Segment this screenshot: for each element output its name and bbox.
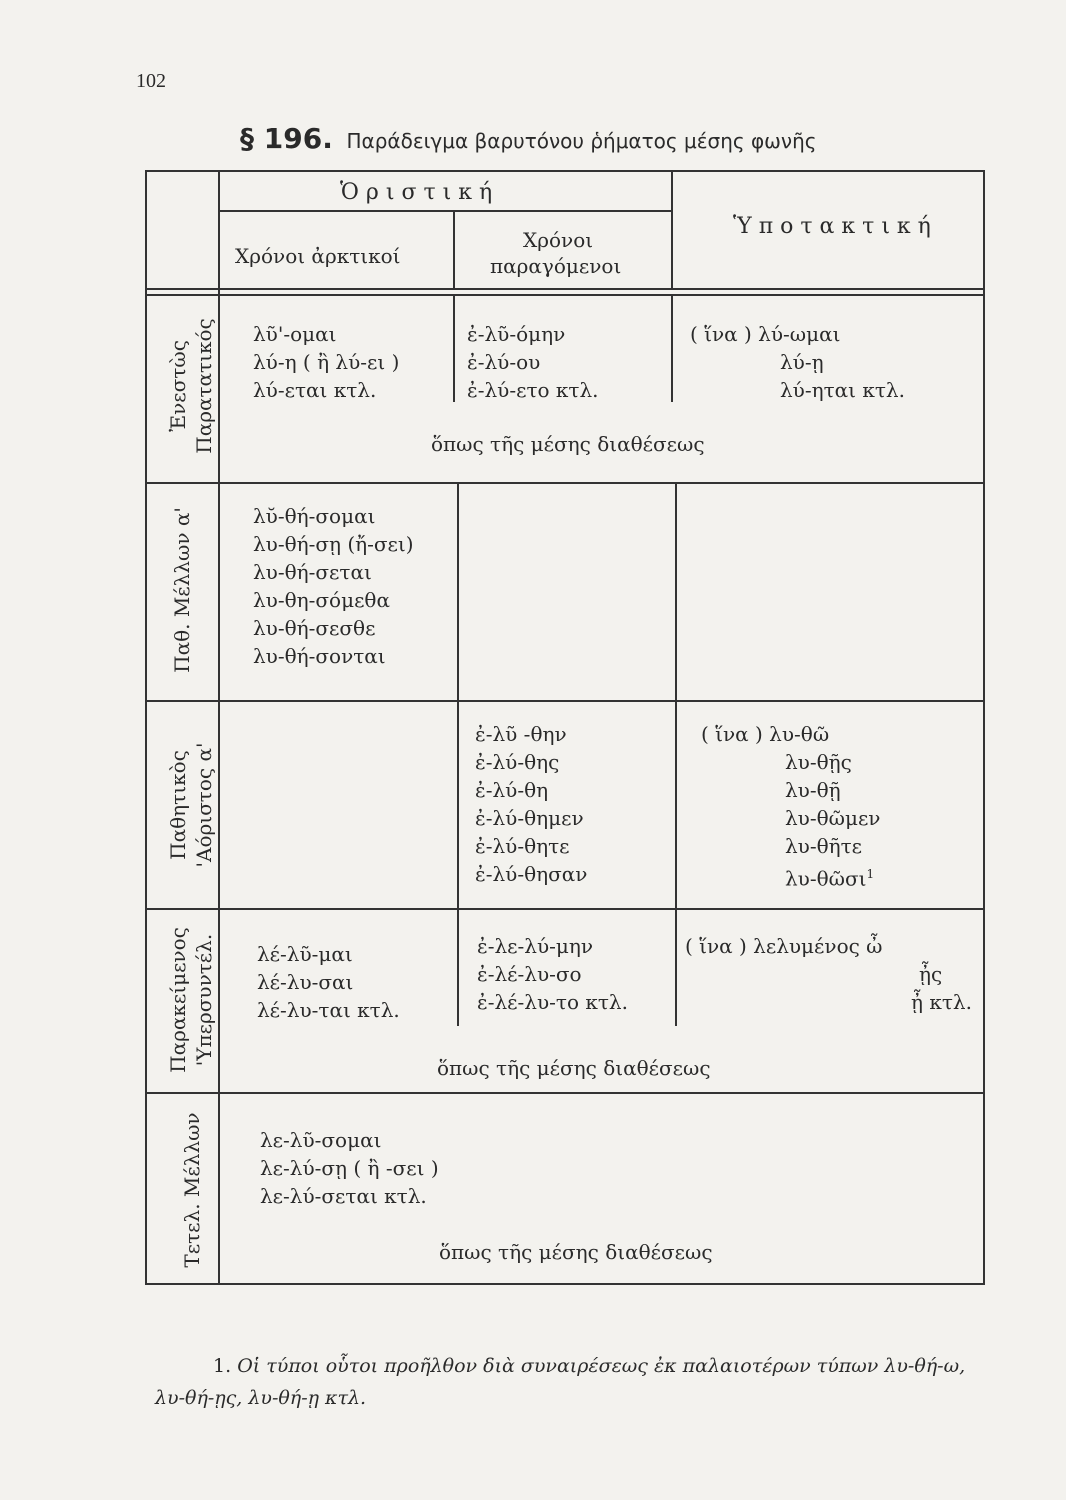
form: λε-λύ-σῃ ( ἢ -σει )	[260, 1156, 439, 1180]
row2-arktikoi	[253, 502, 414, 670]
form: λυ-θή-σεται	[253, 560, 372, 584]
header-oristiki: Ὁ ρ ι σ τ ι κ ή	[340, 180, 493, 205]
header-chronoi-paragomenoi-2: παραγόμενοι	[490, 254, 622, 278]
row4-divider-a	[457, 908, 459, 1026]
form: λέ-λυ-ται κτλ.	[257, 998, 400, 1022]
form: ᾖ κτλ.	[911, 990, 972, 1014]
form: λυ-θη-σόμεθα	[253, 588, 390, 612]
form: λε-λύ-σεται κτλ.	[260, 1184, 427, 1208]
header-divider-ypotaktiki	[671, 170, 673, 290]
row2-label-line1: Παθ. Μέλλων α'	[170, 507, 194, 673]
header-chronoi-arktikoi: Χρόνοι ἀρκτικοί	[235, 244, 401, 268]
form: ἐ-λύ-θησαν	[475, 862, 588, 886]
header-ypotaktiki: Ὑ π ο τ α κ τ ι κ ή	[733, 214, 931, 239]
form	[701, 860, 880, 891]
footnote-text-2: λυ-θή-ῃς, λυ-θή-ῃ κτλ.	[155, 1387, 367, 1409]
form-text: λυ-θῶσι	[785, 866, 867, 891]
row4-ypotaktiki	[685, 932, 972, 1016]
oristiki-underline	[218, 210, 673, 212]
row3-label	[165, 710, 217, 900]
row3-ypotaktiki	[701, 720, 881, 891]
footnote-text-1: Οἱ τύποι οὗτοι προῆλθον διὰ συναιρέσεως ἐκ παλαιοτέρων τύπων λυ-θή-ω,	[237, 1355, 966, 1377]
form: λυ-θῆτε	[785, 834, 863, 858]
form: ἐ-λῦ-όμην	[467, 322, 566, 346]
section-heading	[240, 122, 817, 155]
table-border-left	[145, 170, 147, 1285]
form: ἐ-λύ-θητε	[475, 834, 570, 858]
row2-label	[169, 490, 195, 690]
footnote-number: 1.	[213, 1355, 232, 1377]
page-number: 102	[136, 70, 166, 92]
header-bottom-line	[145, 288, 985, 290]
footnote-line1	[155, 1350, 1015, 1382]
section-number: § 196.	[240, 122, 333, 155]
form: λέ-λῦ-μαι	[257, 942, 353, 966]
form: ἐ-λύ-θημεν	[475, 806, 584, 830]
form: λύ-ηται κτλ.	[780, 378, 905, 402]
form: ( ἵνα ) λυ-θῶ	[701, 722, 830, 746]
row4-divider-b	[675, 908, 677, 1026]
form: ἐ-λύ-θης	[475, 750, 560, 774]
row1-divider-b	[671, 294, 673, 402]
table-border-right	[983, 170, 985, 1285]
form: λυ-θή-σῃ (ἤ-σει)	[253, 532, 414, 556]
label-column-divider	[218, 170, 220, 1285]
form: ( ἵνα ) λελυμένος ὦ	[685, 934, 883, 958]
row1-note: ὅπως τῆς μέσης διαθέσεως	[431, 432, 705, 456]
row4-label-line1: Παρακείμενος	[166, 927, 190, 1073]
form: ἐ-λύ-ου	[467, 350, 541, 374]
form: ἐ-λε-λύ-μην	[477, 934, 594, 958]
row4-label-line2: 'Υπερσυντέλ.	[192, 933, 216, 1067]
form: λῦ'-ομαι	[253, 322, 337, 346]
table-border-top	[145, 170, 985, 172]
table-border-bottom	[145, 1283, 985, 1285]
row1-ypotaktiki	[690, 320, 905, 404]
row3-label-line1: Παθητικὸς	[166, 750, 190, 860]
header-divider-arktikoi	[453, 210, 455, 290]
row2-divider-a	[457, 482, 459, 700]
row1-divider-a	[453, 294, 455, 402]
row5-note: ὅπως τῆς μέσης διαθέσεως	[439, 1240, 713, 1264]
form: λέ-λυ-σαι	[257, 970, 354, 994]
row3-divider-b	[675, 700, 677, 908]
row1-label-line1: Ἐνεστὼς	[166, 340, 190, 432]
form: λυ-θῇ	[785, 778, 841, 802]
row-separator-1	[145, 482, 985, 484]
row3-divider-a	[457, 700, 459, 908]
row2-divider-b	[675, 482, 677, 700]
conjugation-table	[145, 170, 985, 1285]
row3-label-line2: 'Αόριστος α'	[192, 742, 216, 868]
row5-label-line1: Τετελ. Μέλλων	[180, 1112, 204, 1268]
row-separator-2	[145, 700, 985, 702]
form: ἐ-λῦ -θην	[475, 722, 567, 746]
section-title: Παράδειγμα βαρυτόνου ῥήματος μέσης φωνῆς	[346, 129, 817, 153]
form: λυ-θῶμεν	[785, 806, 881, 830]
row4-arktikoi	[257, 940, 400, 1024]
form: λε-λῦ-σομαι	[260, 1128, 382, 1152]
header-bottom-line-2	[145, 294, 985, 296]
form: λυ-θή-σεσθε	[253, 616, 376, 640]
form: λύ-εται κτλ.	[253, 378, 377, 402]
form: ἐ-λύ-θη	[475, 778, 549, 802]
row1-label	[165, 306, 217, 466]
row5-arktikoi	[260, 1126, 439, 1210]
row1-arktikoi	[253, 320, 399, 404]
row4-note: ὅπως τῆς μέσης διαθέσεως	[437, 1056, 711, 1080]
form: λῠ-θή-σομαι	[253, 504, 376, 528]
footnote-mark: 1	[866, 867, 875, 881]
form: λυ-θῇς	[785, 750, 852, 774]
form: λύ-ῃ	[780, 350, 824, 374]
footnote	[155, 1350, 1015, 1414]
form: ἐ-λέ-λυ-σο	[477, 962, 582, 986]
form: ἐ-λύ-ετο κτλ.	[467, 378, 599, 402]
row3-paragomenoi	[475, 720, 587, 888]
header-chronoi-paragomenoi-1: Χρόνοι	[523, 228, 594, 252]
form: λύ-η ( ἢ λύ-ει )	[253, 350, 400, 374]
row4-paragomenoi	[477, 932, 628, 1016]
row5-label	[179, 1100, 205, 1280]
form: λυ-θή-σονται	[253, 644, 386, 668]
form: ἐ-λέ-λυ-το κτλ.	[477, 990, 628, 1014]
row4-label	[165, 910, 217, 1090]
form: ( ἵνα ) λύ-ωμαι	[690, 322, 841, 346]
form: ᾖς	[919, 962, 943, 986]
row-separator-3	[145, 908, 985, 910]
row1-paragomenoi	[467, 320, 599, 404]
row-separator-4	[145, 1092, 985, 1094]
row1-label-line2: Παρατατικός	[192, 318, 216, 454]
